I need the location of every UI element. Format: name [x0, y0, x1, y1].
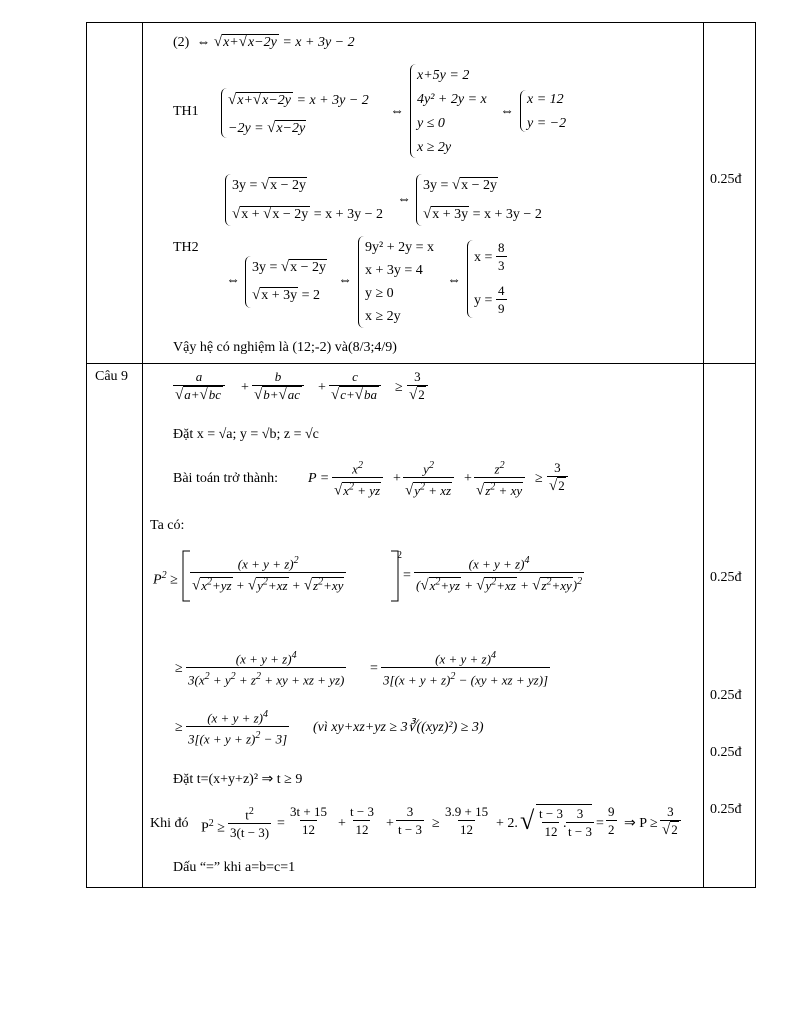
th1-sys1-line1: √x+√x−2y = x + 3y − 2	[228, 92, 369, 108]
th1-sys1-line2: −2y = √x−2y	[228, 120, 306, 136]
th2-solution-x: x =	[474, 250, 493, 265]
th1-sys2-line2: 4y² + 2y = x	[417, 92, 487, 107]
substitution-t: Đặt t=(x+y+z)² ⇒ t ≥ 9	[173, 772, 303, 787]
cau8-conclusion: Vậy hệ có nghiệm là (12;-2) và(8/3;4/9)	[173, 340, 397, 355]
equation-2: (2) ⇔ √x+√x−2y = x + 3y − 2	[173, 34, 355, 50]
equality-condition: Dấu “=” khi a=b=c=1	[173, 860, 296, 875]
th2-solution-y: y =	[474, 293, 493, 308]
step1-fraction-left: $\frac{(x + y + z)^2}{√x^2+yz + √y^2+xz + √z^2+xy}$	[190, 553, 346, 594]
th1-sys2-line3: y ≤ 0	[417, 116, 445, 131]
radical-icon: √	[520, 806, 535, 835]
step1-fraction-right: $\frac{(x + y + z)^4}{(√x^2+yz + √y^2+xz + √z^2+xy)^2}$	[416, 555, 583, 594]
fraction-t3-12: $\frac{t - 3}{12}$	[539, 806, 563, 839]
plus-sign: +	[241, 380, 249, 395]
th1-sys2-line1: x+5y = 2	[417, 68, 470, 83]
cau8-score: 0.25đ	[710, 172, 742, 187]
implies-p-geq: ⇒ P ≥	[624, 816, 658, 831]
question-label: Câu 9	[95, 369, 129, 384]
fraction-c: $\frac{c}{√c+√ba}$	[329, 369, 381, 403]
score-3: 0.25đ	[710, 745, 742, 760]
step3-fraction: $\frac{(x + y + z)^4}{3[(x + y + z)^2 - 3]}$	[188, 709, 288, 747]
p-squared-geq: $P^2$ ≥	[201, 818, 225, 836]
fraction-3-sqrt2: $\frac{3}{√2}$	[407, 369, 428, 403]
brace-icon	[221, 88, 227, 138]
th2-sys4-line1: 9y² + 2y = x	[365, 240, 434, 255]
equals-sign: =	[596, 816, 604, 831]
table-border-left	[86, 22, 87, 888]
th2-sys4-line2: x + 3y = 4	[365, 263, 423, 278]
p-squared-geq: $P^2$ ≥	[153, 570, 178, 588]
radical-bar	[536, 804, 592, 805]
fraction-y2: $\frac{y^2}{√y^2 + xz}$	[403, 458, 454, 499]
fraction-3t15: $\frac{3t + 15}{12}$	[290, 804, 327, 837]
geq-sign: ≥	[175, 720, 183, 735]
fraction-3-t3: $\frac{3}{t - 3}$	[568, 806, 592, 839]
plus-sign: +	[318, 380, 326, 395]
fraction-9-2: $\frac{9}{2}$	[608, 804, 615, 837]
step2-fraction-left: $\frac{(x + y + z)^4}{3(x^2 + y^2 + z^2 + xy + xz + yz)}$	[188, 650, 345, 688]
th1-sys2-line4: x ≥ 2y	[417, 140, 452, 155]
ta-co-label: Ta có:	[150, 518, 185, 533]
score-4: 0.25đ	[710, 802, 742, 817]
fraction-3-sqrt2: $\frac{3}{√2}$	[547, 460, 568, 494]
score-1: 0.25đ	[710, 570, 742, 585]
substitution-line: Đặt x = √a; y = √b; z = √c	[173, 427, 319, 442]
th2-sys4-line3: y ≥ 0	[365, 286, 394, 301]
fraction-t3-12: $\frac{t - 3}{12}$	[350, 804, 374, 837]
table-col-divider-2	[703, 22, 704, 888]
th2-sys3-line2: √x + 3y = 2	[252, 287, 321, 303]
equals-sign: =	[403, 568, 411, 583]
step3-note: (vì xy+xz+yz ≥ 3∛((xyz)²) ≥ 3)	[313, 720, 484, 735]
fraction-z2: $\frac{z^2}{√z^2 + xy}$	[474, 458, 525, 499]
geq-sign: ≥	[535, 471, 543, 486]
equivalence-icon: ⇔	[226, 273, 240, 288]
th2-sys1-line2: √x + √x − 2y = x + 3y − 2	[232, 206, 383, 222]
plus-sign: +	[464, 471, 472, 486]
brace-icon	[245, 256, 251, 308]
p-equals: P =	[308, 471, 330, 486]
fraction-x2: $\frac{x^2}{√x^2 + yz}$	[332, 458, 383, 499]
row-divider	[86, 363, 756, 364]
geq-sign: ≥	[432, 816, 440, 831]
step2-fraction-right: $\frac{(x + y + z)^4}{3[(x + y + z)^2 - (xy + xz + yz)]}$	[383, 650, 549, 688]
khi-do-label: Khi đó	[150, 816, 189, 831]
fraction-b: $\frac{b}{√b+√ac}$	[252, 369, 304, 403]
th2-sys3-line1: 3y = √x − 2y	[252, 259, 327, 275]
equivalence-icon: ⇔	[390, 104, 404, 119]
th2-sys2-line1: 3y = √x − 2y	[423, 177, 498, 193]
fraction-4-9: $\frac{4}{9}$	[498, 283, 505, 316]
fraction-3-t3: $\frac{3}{t - 3}$	[398, 804, 422, 837]
equals-sign: =	[370, 661, 378, 676]
plus-two: + 2.	[496, 816, 518, 831]
brace-icon	[416, 174, 422, 226]
th2-sys4-line4: x ≥ 2y	[365, 309, 401, 324]
plus-sign: +	[338, 816, 346, 831]
th1-solution-x: x = 12	[527, 92, 564, 107]
equivalence-icon: ⇔	[447, 273, 461, 288]
score-2: 0.25đ	[710, 688, 742, 703]
brace-icon	[410, 64, 416, 158]
case-1-label: TH1	[173, 104, 199, 119]
plus-sign: +	[393, 471, 401, 486]
th1-solution-y: y = −2	[527, 116, 567, 131]
table-border-right	[755, 22, 756, 888]
fraction-3-sqrt2: $\frac{3}{√2}$	[660, 804, 681, 838]
table-border-top	[86, 22, 756, 23]
equivalence-icon: ⇔	[397, 192, 411, 207]
transformed-label: Bài toán trở thành:	[173, 471, 278, 486]
equivalence-icon: ⇔	[500, 104, 514, 119]
th2-sys1-line1: 3y = √x − 2y	[232, 177, 307, 193]
fraction-t2: $\frac{t^2}{3(t - 3)}$	[230, 806, 270, 841]
equivalence-icon: ⇔	[338, 273, 352, 288]
geq-sign: ≥	[175, 661, 183, 676]
brace-icon	[225, 174, 231, 226]
dot-sign: .	[563, 816, 567, 831]
geq-sign: ≥	[395, 380, 403, 395]
brace-icon	[520, 90, 526, 132]
table-col-divider-1	[142, 22, 143, 888]
fraction-a: $\frac{a}{√a+√bc}$	[173, 369, 225, 403]
brace-icon	[358, 236, 364, 328]
equals-sign: =	[277, 816, 285, 831]
fraction-8-3: $\frac{8}{3}$	[498, 240, 505, 273]
plus-sign: +	[386, 816, 394, 831]
th2-sys2-line2: √x + 3y = x + 3y − 2	[423, 206, 542, 222]
brace-icon	[467, 240, 473, 318]
table-border-bottom	[86, 887, 756, 888]
fraction-39-15: $\frac{3.9 + 15}{12}$	[445, 804, 489, 837]
case-2-label: TH2	[173, 240, 199, 255]
bracket-exponent: 2	[397, 550, 402, 561]
